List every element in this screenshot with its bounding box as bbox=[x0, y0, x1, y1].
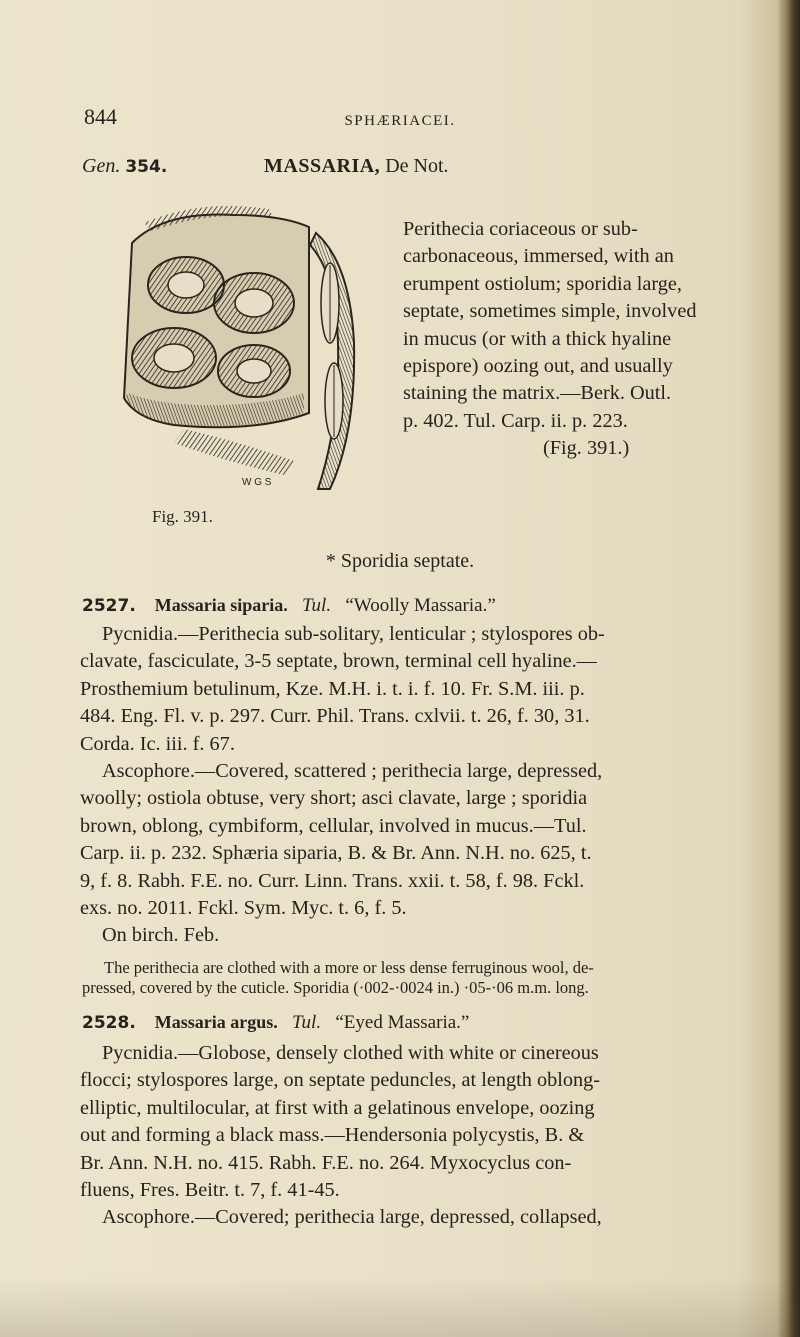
genus-label: Gen. bbox=[82, 155, 121, 177]
page-edge-shadow bbox=[778, 0, 800, 1337]
description-line: septate, sometimes simple, involved bbox=[403, 300, 697, 323]
description-line: (Fig. 391.) bbox=[543, 437, 630, 460]
species-text-line: clavate, fasciculate, 3-5 septate, brown, terminal cell hyaline.— bbox=[80, 650, 597, 673]
running-head: SPHÆRIACEI. bbox=[344, 113, 456, 129]
species-name: Massaria siparia. bbox=[154, 595, 288, 615]
note-line: The perithecia are clothed with a more or less dense ferruginous wool, de- bbox=[104, 958, 594, 977]
perithecia-engraving bbox=[104, 193, 376, 499]
genus-heading bbox=[82, 155, 167, 178]
species-text-line: fluens, Fres. Beitr. t. 7, f. 41-45. bbox=[80, 1179, 340, 1202]
genus-name: MASSARIA, bbox=[264, 155, 381, 177]
species-common-name: “Eyed Massaria.” bbox=[335, 1012, 470, 1033]
species-heading-2528 bbox=[82, 1012, 469, 1034]
genus-description bbox=[403, 216, 743, 463]
description-line: in mucus (or with a thick hyaline bbox=[403, 327, 672, 350]
species-authority: Tul. bbox=[292, 1012, 322, 1033]
description-line: erumpent ostiolum; sporidia large, bbox=[403, 272, 683, 295]
species-text-line: exs. no. 2011. Fckl. Sym. Myc. t. 6, f. 5. bbox=[80, 897, 407, 920]
species-text-line: woolly; ostiola obtuse, very short; asci clavate, large ; sporidia bbox=[80, 787, 588, 810]
species-text-line: flocci; stylospores large, on septate peduncles, at length oblong- bbox=[80, 1069, 601, 1092]
species-2528-text bbox=[80, 1040, 770, 1232]
species-text-line: brown, oblong, cymbiform, cellular, involved in mucus.—Tul. bbox=[80, 814, 587, 837]
genus-title bbox=[264, 155, 449, 178]
species-text-line: Carp. ii. p. 232. Sphæria siparia, B. & Br. Ann. N.H. no. 625, t. bbox=[80, 842, 592, 865]
species-text-line: Ascophore.—Covered; perithecia large, depressed, collapsed, bbox=[102, 1206, 602, 1229]
species-heading-2527 bbox=[82, 595, 496, 617]
species-text-line: Pycnidia.—Perithecia sub-solitary, lenticular ; stylospores ob- bbox=[102, 623, 605, 645]
species-text-line: 9, f. 8. Rabh. F.E. no. Curr. Linn. Trans. xxii. t. 58, f. 98. Fckl. bbox=[80, 869, 585, 892]
species-authority: Tul. bbox=[302, 595, 332, 616]
description-line: staining the matrix.—Berk. Outl. bbox=[403, 382, 672, 405]
species-common-name: “Woolly Massaria.” bbox=[345, 595, 496, 616]
species-number: 2527. bbox=[82, 596, 136, 616]
species-text-line: Pycnidia.—Globose, densely clothed with white or cinereous bbox=[102, 1042, 599, 1064]
section-note: * Sporidia septate. bbox=[325, 550, 475, 572]
figure-caption: Fig. 391. bbox=[152, 507, 213, 526]
description-line: carbonaceous, immersed, with an bbox=[403, 245, 674, 268]
species-text-line: Br. Ann. N.H. no. 415. Rabh. F.E. no. 264. Myxocyclus con- bbox=[80, 1151, 572, 1174]
species-text-line: Prosthemium betulinum, Kze. M.H. i. t. i. f. 10. Fr. S.M. iii. p. bbox=[80, 677, 585, 700]
description-line: epispore) oozing out, and usually bbox=[403, 355, 673, 378]
species-name: Massaria argus. bbox=[154, 1012, 278, 1032]
species-text-line: 484. Eng. Fl. v. p. 297. Curr. Phil. Trans. cxlvii. t. 26, f. 30, 31. bbox=[80, 705, 590, 728]
species-text-line: On birch. Feb. bbox=[102, 924, 220, 947]
page-bottom-shadow bbox=[0, 1277, 800, 1337]
species-number: 2528. bbox=[82, 1013, 136, 1033]
species-2527-text bbox=[80, 621, 770, 950]
species-text-line: elliptic, multilocular, at first with a gelatinous envelope, oozing bbox=[80, 1096, 595, 1119]
genus-authority: De Not. bbox=[385, 155, 449, 177]
figure-391-illustration bbox=[104, 193, 376, 499]
description-line: p. 402. Tul. Carp. ii. p. 223. bbox=[403, 409, 628, 432]
page-number: 844 bbox=[84, 104, 117, 129]
engraver-mark: W G S bbox=[242, 477, 272, 488]
description-line: Perithecia coriaceous or sub- bbox=[403, 218, 638, 240]
species-2527-note bbox=[82, 958, 772, 998]
species-text-line: Corda. Ic. iii. f. 67. bbox=[80, 732, 235, 755]
species-text-line: out and forming a black mass.—Hendersonia polycystis, B. & bbox=[80, 1124, 585, 1147]
genus-number: 354. bbox=[125, 157, 168, 177]
note-line: pressed, covered by the cuticle. Sporidia (·002-·0024 in.) ·05-·06 m.m. long. bbox=[82, 978, 589, 997]
species-text-line: Ascophore.—Covered, scattered ; perithecia large, depressed, bbox=[102, 760, 603, 783]
